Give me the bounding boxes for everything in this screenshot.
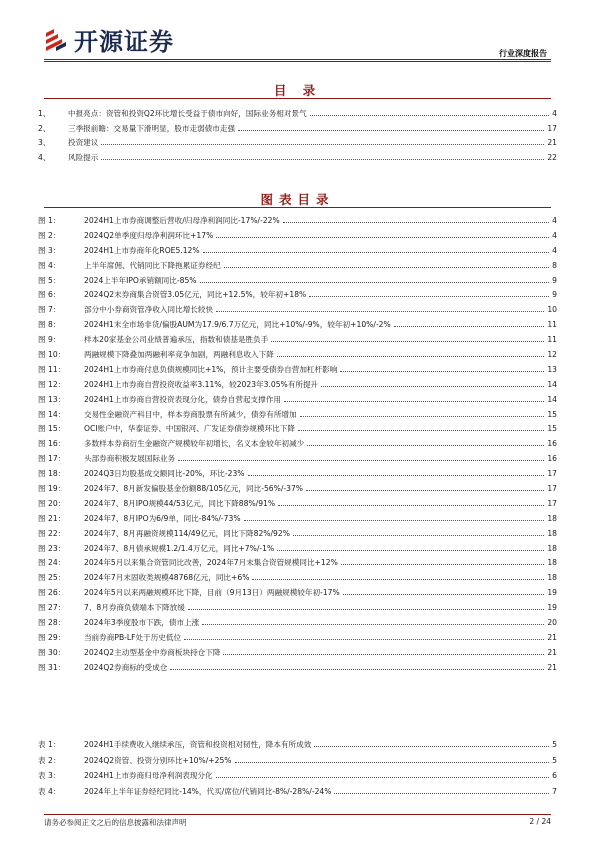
dot-leader <box>307 445 544 446</box>
figure-entry-title: 样本20家基金公司业绩普遍承压，指数和债基是胜负手 <box>84 335 269 345</box>
figure-entry-title: 头部券商积极发展国际业务 <box>84 454 176 464</box>
dot-leader <box>252 579 544 580</box>
dot-leader <box>216 311 544 312</box>
figure-entry-title: 2024上半年IPO承销额同比-85% <box>84 275 197 285</box>
figure-entry[interactable] <box>38 527 557 542</box>
figure-entry[interactable] <box>38 244 557 259</box>
figure-entry-label: 图 19： <box>38 484 66 494</box>
dot-leader <box>334 793 549 794</box>
figure-entry-page: 19 <box>547 588 557 598</box>
dot-leader <box>238 130 544 131</box>
toc-entry-page: 17 <box>547 123 557 133</box>
figure-entry[interactable] <box>38 497 557 512</box>
figure-entry-label: 图 25： <box>38 573 66 583</box>
toc-entry[interactable] <box>38 122 557 137</box>
figure-entry-title: 2024H1上市券商年化ROE5.12% <box>84 245 200 255</box>
figure-entry-title: 多数样本券商衍生金融资产规模较年初增长，名义本金较年初减少 <box>84 439 305 449</box>
figure-entry[interactable] <box>38 333 557 348</box>
brand-name: 开源证券 <box>74 28 174 56</box>
figure-entry-page: 15 <box>547 409 557 419</box>
figure-entry-page: 19 <box>547 603 557 613</box>
figure-entry-page: 18 <box>547 558 557 568</box>
toc-entry-page: 21 <box>547 138 557 147</box>
figure-entry-label: 图 1： <box>38 216 61 225</box>
figure-entry-label: 图 15： <box>38 424 66 434</box>
figure-entry-label: 图 16： <box>38 439 66 449</box>
figure-entry-label: 图 29： <box>38 632 66 642</box>
table-entry-title: 2024Q2资管、投资分别环比+10%/+25% <box>84 755 232 765</box>
figure-entry-label: 图 6： <box>38 290 61 300</box>
toc-entry-label: 1、 <box>38 109 51 118</box>
dot-leader <box>216 237 549 238</box>
dot-leader <box>314 746 549 747</box>
figure-entry-page: 10 <box>547 305 557 315</box>
table-entry-page: 7 <box>552 786 557 796</box>
figure-entry-title: 部分中小券商资管净收入同比增长较快 <box>84 305 214 315</box>
figure-entry-page: 14 <box>547 379 557 389</box>
figure-entry[interactable] <box>38 661 557 676</box>
figure-entry-label: 图 20： <box>38 498 66 508</box>
dot-leader <box>188 609 545 610</box>
footer-disclaimer: 请务必参阅正文之后的信息披露和法律声明 <box>44 818 187 827</box>
figure-entry-label: 图 9： <box>38 335 61 345</box>
figure-entry-title: 2024年3季度股市下跌，债市上涨 <box>84 618 200 628</box>
figure-entry-page: 13 <box>547 364 557 374</box>
figure-entry-title: 2024年5月以来集合资管同比改善，2024年7月末集合资管规模同比+12% <box>84 558 338 568</box>
page-header <box>0 0 595 62</box>
table-entry-title: 2024H1上市券商归母净利润表现分化 <box>84 771 213 780</box>
figure-entry-title: 7、8月券商负债端本下降放缓 <box>84 603 185 613</box>
header-rule <box>44 59 551 60</box>
table-entry[interactable] <box>38 784 557 800</box>
figure-entry[interactable] <box>38 229 557 244</box>
dot-leader <box>277 550 544 551</box>
figure-entry-page: 17 <box>547 498 557 508</box>
toc-entry-label: 2、 <box>38 123 51 133</box>
figure-entry-title: 2024年7、8月债承规模1.2/1.4万亿元，同比+7%/-1% <box>84 543 275 553</box>
figure-entry-page: 20 <box>547 618 557 628</box>
figure-entry-label: 图 30： <box>38 647 66 657</box>
figure-entry[interactable] <box>38 422 557 437</box>
figure-entry-page: 15 <box>547 424 557 434</box>
figure-entry-page: 11 <box>547 335 557 345</box>
table-entry-page: 5 <box>552 755 557 765</box>
dot-leader <box>321 386 544 387</box>
figure-entry-page: 4 <box>552 245 557 255</box>
figure-entry[interactable] <box>38 452 557 467</box>
figure-entry[interactable] <box>38 646 557 661</box>
figure-entry[interactable] <box>38 542 557 557</box>
dot-leader <box>306 490 544 491</box>
figure-entry[interactable] <box>38 318 557 333</box>
figure-entry-page: 4 <box>552 230 557 240</box>
figure-entry-label: 图 17： <box>38 454 66 464</box>
toc-entry-page: 22 <box>547 152 557 162</box>
dot-leader <box>248 475 545 476</box>
figure-entry-title: 当前券商PB-LF处于历史低位 <box>84 632 182 642</box>
figure-entry-title: 2024年7、8月IPO为6/9单，同比-84%/-73% <box>84 513 241 523</box>
figure-entry-page: 17 <box>547 484 557 494</box>
figure-entry-page: 21 <box>547 632 557 642</box>
figure-entry[interactable] <box>38 214 557 229</box>
dot-leader <box>310 115 550 116</box>
toc-entry-title: 三季报前瞻：交易量下滑明显，股市走弱债市走强 <box>68 123 236 133</box>
figure-entry-page: 21 <box>547 662 557 672</box>
page-footer <box>44 817 551 829</box>
figure-entry-label: 图 23： <box>38 543 66 553</box>
figure-entry-title: 2024年5月以来两融规模环比下降，目前（9月13日）两融规模较年初-17% <box>84 588 340 598</box>
figure-entry-title: 2024年7、8月再融资规模114/49亿元，同比下降82%/92% <box>84 528 290 538</box>
table-entry-title: 2024年上半年证券经纪同比-14%，代买/席位/代销同比-8%/-28%/-24% <box>84 786 332 796</box>
toc-section-list <box>38 107 557 165</box>
table-entry-label: 表 3： <box>38 771 61 780</box>
toc-entry-label: 3、 <box>38 138 51 147</box>
figure-entry-label: 图 13： <box>38 394 66 404</box>
brand-logo <box>44 22 174 57</box>
dot-leader <box>216 777 550 778</box>
report-type-label: 行业深度报告 <box>499 49 547 58</box>
figure-entry-title: 2024Q2券商标的受成仓 <box>84 662 168 672</box>
table-entry[interactable] <box>38 737 557 753</box>
dot-leader <box>271 341 544 342</box>
figure-entry[interactable] <box>38 571 557 586</box>
figure-entry-title: 2024年7、8月新发偏股基金份额88/105亿元，同比-56%/-37% <box>84 484 303 494</box>
figure-entry-title: 2024Q2末券商集合资管3.05亿元，同比+12.5%，较年初+18% <box>84 290 307 300</box>
figure-entry[interactable] <box>38 586 557 601</box>
figure-entry[interactable] <box>38 378 557 393</box>
table-entry-label: 表 1： <box>38 740 61 749</box>
dot-leader <box>278 505 544 506</box>
toc-entry-title: 风险提示 <box>68 152 99 162</box>
figure-entry[interactable] <box>38 631 557 646</box>
dot-leader <box>203 252 550 253</box>
figure-entry-page: 12 <box>547 350 557 360</box>
dot-leader <box>200 282 550 283</box>
dot-leader <box>340 371 544 372</box>
figure-entry[interactable] <box>38 363 557 378</box>
figure-entry-label: 图 18： <box>38 469 66 479</box>
table-entry-page: 6 <box>552 771 557 780</box>
figure-entry-label: 图 31： <box>38 662 66 672</box>
figure-entry[interactable] <box>38 616 557 631</box>
dot-leader <box>170 669 544 670</box>
table-entry-label: 表 4： <box>38 786 61 796</box>
figure-entry-title: 2024H1末全市场非货/偏股AUM为17.9/6.7万亿元，同比+10%/-9%，较年初+10%/-2% <box>84 320 391 330</box>
dot-leader <box>235 762 550 763</box>
toc-entry-title: 中报亮点：资管和投资Q2环比增长受益于债市向好，国际业务相对景气 <box>68 109 307 118</box>
toc-entry-page: 4 <box>552 109 557 118</box>
figure-list <box>38 214 557 676</box>
dot-leader <box>309 296 549 297</box>
figure-entry[interactable] <box>38 512 557 527</box>
dot-leader <box>244 520 545 521</box>
figure-entry-label: 图 21： <box>38 513 66 523</box>
dot-leader <box>178 460 544 461</box>
figure-entry-page: 14 <box>547 394 557 404</box>
figure-entry-label: 图 12： <box>38 379 66 389</box>
figures-title: 图表目录 <box>260 192 335 207</box>
toc-entry-title: 投资建议 <box>68 138 99 147</box>
brand-logo-icon <box>44 27 68 53</box>
figure-entry-title: 2024Q2主动型基金中券商板块持仓下降 <box>84 647 221 657</box>
figure-entry[interactable] <box>38 437 557 452</box>
figure-entry[interactable] <box>38 348 557 363</box>
figure-entry-title: 2024Q2单季度归母净利润环比+17% <box>84 230 214 240</box>
figure-entry-title: 2024Q3日均股基成交额同比-20%，环比-23% <box>84 469 245 479</box>
figure-entry-page: 4 <box>552 216 557 225</box>
figure-entry-title: 2024H1上市券商付息负债规模同比+1%，预计主要受债券自营加杠杆影响 <box>84 364 338 374</box>
figure-entry[interactable] <box>38 393 557 408</box>
dot-leader <box>293 535 544 536</box>
figures-title-rule <box>44 207 551 208</box>
figure-entry-page: 11 <box>547 320 557 330</box>
figure-entry-label: 图 8： <box>38 320 61 330</box>
figure-entry-label: 图 5： <box>38 275 61 285</box>
dot-leader <box>184 639 544 640</box>
figure-entry-page: 18 <box>547 543 557 553</box>
figure-entry-page: 9 <box>552 290 557 300</box>
figure-entry-label: 图 26： <box>38 588 66 598</box>
figure-entry-title: 上半年席佣、代销同比下降拖累证券经纪 <box>84 260 221 270</box>
toc-entry[interactable] <box>38 107 557 122</box>
table-entry-title: 2024H1手续费收入继续承压，资管和投资相对韧性，降本有所成效 <box>84 740 312 749</box>
figure-entry-label: 图 22： <box>38 528 66 538</box>
figure-entry-title: 2024H1上市券商自营投资收益率3.11%，较2023年3.05%有所提升 <box>84 379 319 389</box>
table-entry[interactable] <box>38 768 557 784</box>
figure-entry[interactable] <box>38 601 557 616</box>
toc-entry-label: 4、 <box>38 152 51 162</box>
dot-leader <box>223 654 544 655</box>
dot-leader <box>298 430 544 431</box>
figure-entry-page: 8 <box>552 260 557 270</box>
figure-entry[interactable] <box>38 259 557 274</box>
figure-entry-label: 图 4： <box>38 260 61 270</box>
figure-entry-label: 图 3： <box>38 245 61 255</box>
toc-entry[interactable] <box>38 151 557 166</box>
figure-entry-page: 18 <box>547 528 557 538</box>
figure-entry-label: 图 7： <box>38 305 61 315</box>
dot-leader <box>224 267 549 268</box>
page-number: 2 / 24 <box>529 817 551 826</box>
figure-entry-page: 16 <box>547 454 557 464</box>
figure-entry-label: 图 14： <box>38 409 66 419</box>
header-rule-thin <box>44 61 551 62</box>
figure-entry-page: 18 <box>547 573 557 583</box>
toc-title-rule <box>44 98 551 99</box>
figure-entry[interactable] <box>38 556 557 571</box>
toc-title: 目 录 <box>273 83 322 98</box>
dot-leader <box>277 356 544 357</box>
table-entry[interactable] <box>38 753 557 769</box>
dot-leader <box>343 594 545 595</box>
dot-leader <box>101 144 544 145</box>
figure-entry-title: OCI账户中，华泰证券、中国银河、广发证券债券规模环比下降 <box>84 424 295 434</box>
figure-entry-title: 2024H1上市券商自营投资表现分化，债券自营起支撑作用 <box>84 394 281 404</box>
figure-entry[interactable] <box>38 303 557 318</box>
dot-leader <box>101 159 544 160</box>
figure-entry[interactable] <box>38 274 557 289</box>
figure-entry-title: 交易性金融资产科目中，样本券商股票有所减少，债券有所增加 <box>84 409 297 419</box>
dot-leader <box>341 564 545 565</box>
figure-entry-label: 图 10： <box>38 350 66 360</box>
figure-entry[interactable] <box>38 288 557 303</box>
figure-entry-page: 18 <box>547 513 557 523</box>
figure-entry[interactable] <box>38 482 557 497</box>
figure-entry-label: 图 28： <box>38 618 66 628</box>
figure-entry-page: 21 <box>547 647 557 657</box>
figure-entry-label: 图 24： <box>38 558 66 568</box>
figure-entry[interactable] <box>38 467 557 482</box>
figure-entry-label: 图 11： <box>38 364 66 374</box>
figure-entry-title: 2024年7、8月IPO规模44/53亿元，同比下降88%/91% <box>84 498 276 508</box>
figure-entry-label: 图 27： <box>38 603 66 613</box>
dot-leader <box>202 624 544 625</box>
figure-entry-title: 2024H1上市券商调整后营收/归母净利润同比-17%/-22% <box>84 216 280 225</box>
figure-entry[interactable] <box>38 408 557 423</box>
dot-leader <box>284 401 544 402</box>
table-entry-label: 表 2： <box>38 755 61 765</box>
dot-leader <box>283 222 549 223</box>
dot-leader <box>300 416 545 417</box>
footer-rule <box>44 814 551 815</box>
table-entry-page: 5 <box>552 740 557 749</box>
figure-entry-page: 17 <box>547 469 557 479</box>
figure-entry-page: 16 <box>547 439 557 449</box>
dot-leader <box>394 326 545 327</box>
figure-entry-page: 9 <box>552 275 557 285</box>
figure-entry-label: 图 2： <box>38 230 61 240</box>
toc-entry[interactable] <box>38 136 557 151</box>
figure-entry-title: 两融规模下降叠加两融利率竞争加剧，两融利息收入下降 <box>84 350 274 360</box>
table-list <box>38 737 557 799</box>
figure-entry-title: 2024年7月末固收类规模48768亿元，同比+6% <box>84 573 250 583</box>
